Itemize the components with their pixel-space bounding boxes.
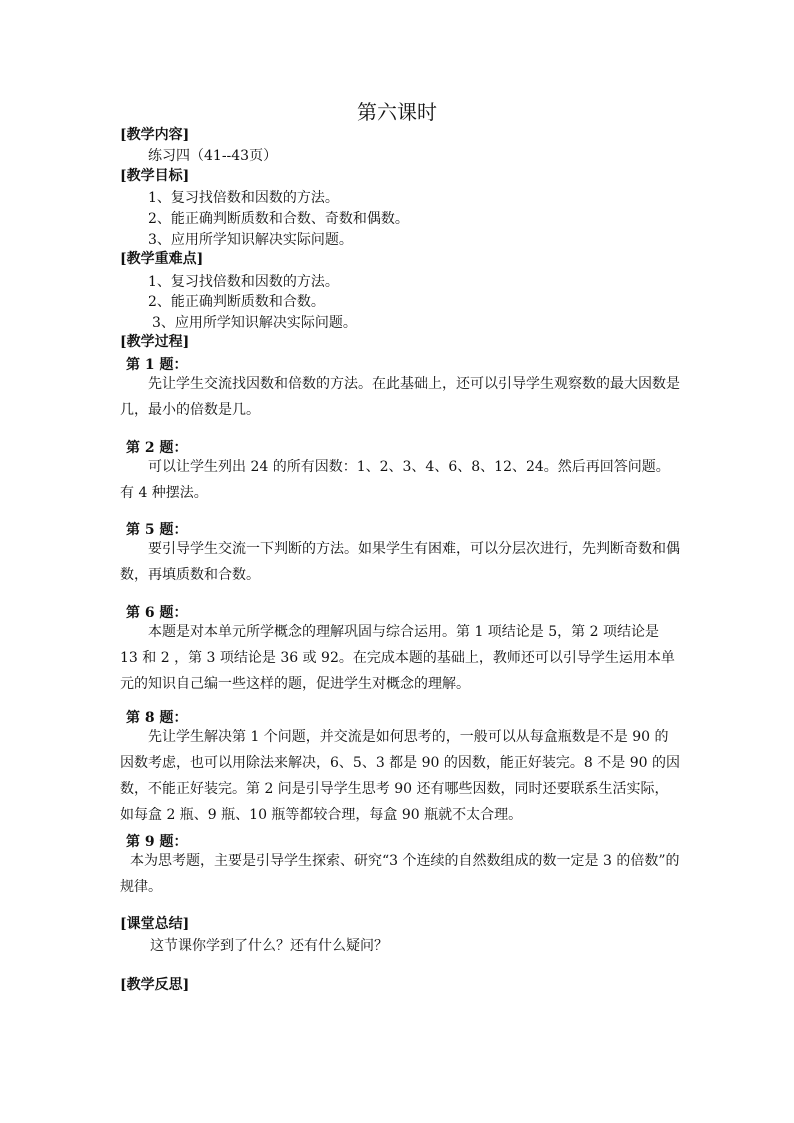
section-heading-content: [教学内容] <box>120 127 190 143</box>
section-heading-summary: [课堂总结] <box>120 916 190 932</box>
key-point-item: 3、应用所学知识解决实际问题。 <box>152 315 357 331</box>
key-point-item: 2、能正确判断质数和合数。 <box>148 294 325 310</box>
problem-label: 第 2 题： <box>126 440 188 456</box>
objective-item: 2、能正确判断质数和合数、奇数和偶数。 <box>148 211 409 227</box>
page-title: 第六课时 <box>357 100 437 124</box>
problem-label: 第 8 题： <box>126 710 188 726</box>
section-heading-objectives: [教学目标] <box>120 168 190 184</box>
problem-label: 第 5 题： <box>126 522 188 538</box>
problem-text: 本题是对本单元所学概念的理解巩固与综合运用。第 1 项结论是 5，第 2 项结论是 13 和 2 ，第 3 项结论是 36 或 92。在完成本题的基础上，教师还可以引导学生运用本单元的知识自己编一些这样的题，促进学生对概念的理解。 <box>120 624 675 692</box>
problem-text: 先让学生交流找因数和倍数的方法。在此基础上，还可以引导学生观察数的最大因数是几，最小的倍数是几。 <box>120 376 680 418</box>
problem-text: 先让学生解决第 1 个问题，并交流是如何思考的，一般可以从每盒瓶数是不是 90 的因数考虑，也可以用除法来解决，6、5、3 都是 90 的因数，能正好装完。8 不是 90 的因数，不能正好装完。第 2 问是引导学生思考 90 还有哪些因数，同时还要联系生活实际，如每盒 2 瓶、9 瓶、10 瓶等都较合理，每盒 90 瓶就不太合理。 <box>120 729 680 823</box>
problem-label: 第 9 题： <box>126 834 188 850</box>
problem-label: 第 1 题： <box>126 357 188 373</box>
summary-item: 这节课你学到了什么？还有什么疑问？ <box>150 938 388 954</box>
problem-text: 本为思考题，主要是引导学生探索、研究“3 个连续的自然数组成的数一定是 3 的倍数”的规律。 <box>120 853 680 895</box>
section-heading-process: [教学过程] <box>120 334 190 350</box>
section-heading-reflection: [教学反思] <box>120 977 190 993</box>
problem-text: 要引导学生交流一下判断的方法。如果学生有困难，可以分层次进行，先判断奇数和偶数，再填质数和合数。 <box>120 541 680 583</box>
section-heading-key-points: [教学重难点] <box>120 251 204 267</box>
problem-text: 可以让学生列出 24 的所有因数：1、2、3、4、6、8、12、24。然后再回答问题。有 4 种摆法。 <box>120 459 670 501</box>
objective-item: 3、应用所学知识解决实际问题。 <box>148 232 353 248</box>
content-item: 练习四（41--43页） <box>148 148 278 164</box>
problem-label: 第 6 题： <box>126 605 188 621</box>
key-point-item: 1、复习找倍数和因数的方法。 <box>148 274 339 290</box>
objective-item: 1、复习找倍数和因数的方法。 <box>148 190 339 206</box>
